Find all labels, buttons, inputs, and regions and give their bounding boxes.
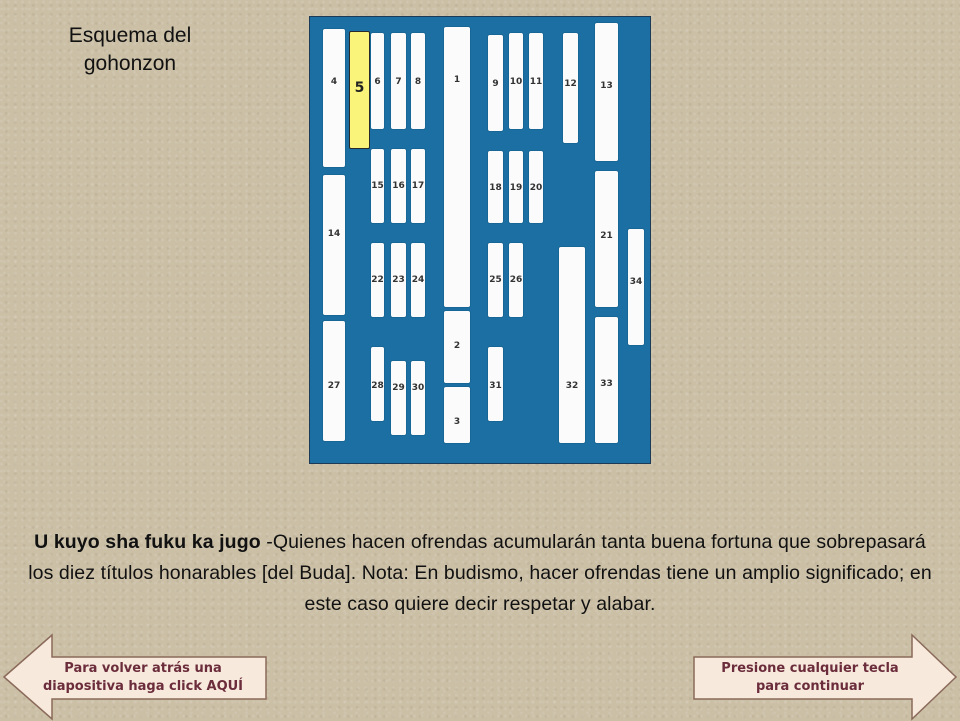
strip-22: 22 xyxy=(371,243,384,317)
diagram-title xyxy=(40,22,220,78)
caption-lead: U kuyo sha fuku ka jugo xyxy=(34,531,261,553)
diagram-title-line1: Esquema del xyxy=(68,24,192,47)
strip-24: 24 xyxy=(411,243,425,317)
strip-8: 8 xyxy=(411,33,425,129)
strip-31: 31 xyxy=(488,347,503,421)
strip-27: 27 xyxy=(323,321,345,441)
strip-10: 10 xyxy=(509,33,523,129)
strip-1: 1 xyxy=(444,27,470,307)
strip-7: 7 xyxy=(391,33,406,129)
strip-28: 28 xyxy=(371,347,384,421)
strip-2: 2 xyxy=(444,311,470,383)
diagram-title-line2: gohonzon xyxy=(83,52,177,75)
strip-6: 6 xyxy=(371,33,384,129)
back-slide-button[interactable] xyxy=(0,633,272,721)
strip-9: 9 xyxy=(488,35,503,131)
back-button-label: Para volver atrás una diapositiva haga click AQUÍ xyxy=(42,661,244,694)
strip-14: 14 xyxy=(323,175,345,315)
strip-16: 16 xyxy=(391,149,406,223)
strip-12: 12 xyxy=(563,33,578,143)
strip-13: 13 xyxy=(595,23,618,161)
strip-26: 26 xyxy=(509,243,523,317)
strip-3: 3 xyxy=(444,387,470,443)
strip-30: 30 xyxy=(411,361,425,435)
continue-button[interactable] xyxy=(690,633,960,721)
strip-25: 25 xyxy=(488,243,503,317)
strip-20: 20 xyxy=(529,151,543,223)
strip-15: 15 xyxy=(371,149,384,223)
strip-32: 32 xyxy=(559,247,585,443)
strip-5-highlighted: 5 xyxy=(349,31,370,149)
strip-33: 33 xyxy=(595,317,618,443)
strip-4: 4 xyxy=(323,29,345,167)
strip-19: 19 xyxy=(509,151,523,223)
strip-21: 21 xyxy=(595,171,618,307)
caption-body: -Quienes hacen ofrendas acumularán tanta buena fortuna que sobrepasará los diez títulos honarables [del Buda]. Nota: En budismo, hacer ofrendas tiene un amplio significado; en este caso quiere decir respetar y alabar. xyxy=(28,531,932,615)
strip-17: 17 xyxy=(411,149,425,223)
strip-29: 29 xyxy=(391,361,406,435)
strip-34: 34 xyxy=(628,229,644,345)
gohonzon-diagram xyxy=(309,16,651,464)
continue-button-label: Presione cualquier tecla para continuar xyxy=(721,661,899,694)
strip-18: 18 xyxy=(488,151,503,223)
strip-11: 11 xyxy=(529,33,543,129)
strip-23: 23 xyxy=(391,243,406,317)
caption xyxy=(20,527,940,620)
